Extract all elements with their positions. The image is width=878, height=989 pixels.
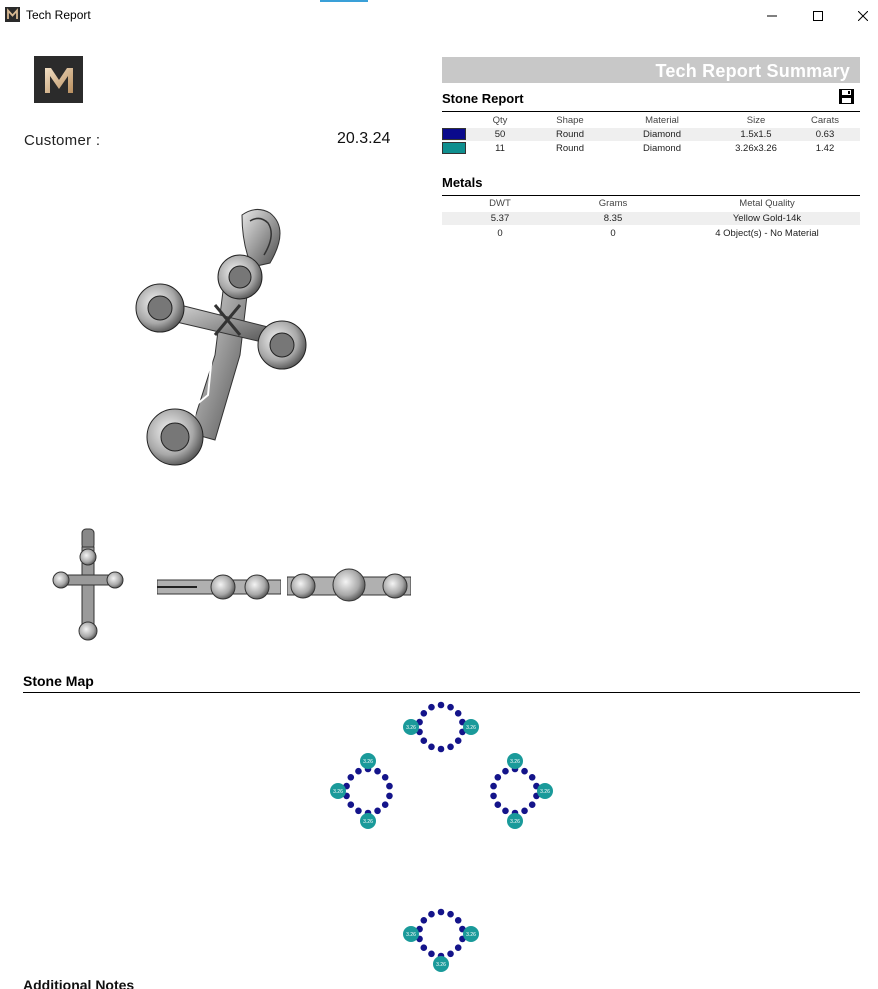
stone-report-table — [442, 114, 860, 158]
small-stone-marker — [447, 744, 454, 751]
summary-header — [442, 57, 860, 83]
small-stone-marker — [428, 911, 435, 918]
stone-report-header-row — [442, 114, 860, 127]
stone-carats: 0.63 — [815, 129, 835, 140]
small-stone-marker — [438, 909, 445, 916]
small-stone-marker — [382, 774, 389, 781]
large-stone-label: 3.26 — [406, 725, 416, 731]
small-stone-marker — [447, 911, 454, 918]
thumbnail-side-view — [157, 570, 281, 604]
stone-size: 1.5x1.5 — [740, 129, 772, 140]
window-title: Tech Report — [26, 8, 91, 22]
stone-carats: 1.42 — [815, 143, 835, 154]
small-stone-marker — [420, 737, 427, 744]
metals-rule — [442, 195, 860, 196]
customer-value: 20.3.24 — [337, 130, 391, 147]
column-header-metal-quality: Metal Quality — [739, 198, 795, 209]
large-stone-label: 3.26 — [510, 759, 520, 765]
large-stone-label: 3.26 — [510, 819, 520, 825]
small-stone-marker — [386, 793, 393, 800]
metal-quality: 4 Object(s) - No Material — [715, 228, 819, 239]
small-stone-marker — [355, 808, 362, 815]
stone-color-swatch — [442, 142, 466, 154]
close-button[interactable] — [840, 0, 878, 31]
metal-quality: Yellow Gold-14k — [732, 213, 802, 224]
stone-map-diagram — [280, 696, 600, 976]
stone-shape: Round — [556, 143, 584, 154]
small-stone-marker — [529, 801, 536, 808]
large-stone-label: 3.26 — [406, 932, 416, 938]
stone-shape: Round — [556, 129, 584, 140]
small-stone-marker — [502, 768, 509, 775]
small-stone-marker — [502, 808, 509, 815]
small-stone-marker — [490, 793, 497, 800]
column-header-shape: Shape — [556, 115, 584, 126]
column-header-size: Size — [746, 115, 766, 126]
small-stone-marker — [428, 744, 435, 751]
small-stone-marker — [455, 944, 462, 951]
small-stone-marker — [455, 710, 462, 717]
small-stone-marker — [447, 951, 454, 958]
table-row — [442, 128, 860, 141]
additional-notes-title: Additional Notes — [23, 977, 135, 989]
large-stone-label: 3.26 — [436, 962, 446, 968]
stone-material: Diamond — [642, 129, 682, 140]
small-stone-marker — [347, 774, 354, 781]
small-stone-marker — [494, 774, 501, 781]
small-stone-marker — [386, 783, 393, 790]
small-stone-marker — [438, 702, 445, 709]
close-icon — [858, 11, 868, 21]
small-stone-marker — [420, 917, 427, 924]
large-stone-label: 3.26 — [363, 759, 373, 765]
small-stone-marker — [490, 783, 497, 790]
app-icon — [5, 7, 20, 22]
maximize-button[interactable] — [795, 0, 841, 31]
small-stone-marker — [521, 768, 528, 775]
stone-report-title: Stone Report — [442, 91, 524, 106]
thumbnail-top-view — [287, 565, 411, 605]
large-stone-label: 3.26 — [466, 725, 476, 731]
small-stone-marker — [420, 710, 427, 717]
save-icon[interactable] — [838, 88, 855, 105]
minimize-icon — [767, 11, 777, 21]
stone-map-title: Stone Map — [23, 673, 94, 689]
small-stone-marker — [428, 951, 435, 958]
large-stone-label: 3.26 — [466, 932, 476, 938]
small-stone-marker — [355, 768, 362, 775]
small-stone-marker — [438, 746, 445, 753]
stone-size: 3.26x3.26 — [735, 143, 777, 154]
small-stone-marker — [455, 737, 462, 744]
stone-report-rule — [442, 111, 860, 112]
pendant-render-image — [130, 205, 315, 475]
stone-map-rule — [23, 692, 860, 693]
small-stone-marker — [447, 704, 454, 711]
stone-material: Diamond — [642, 143, 682, 154]
small-stone-marker — [347, 801, 354, 808]
metals-title: Metals — [442, 175, 483, 190]
table-row — [442, 212, 860, 225]
small-stone-marker — [382, 801, 389, 808]
metal-dwt: 5.37 — [490, 213, 510, 224]
titlebar-accent — [320, 0, 368, 2]
small-stone-marker — [374, 808, 381, 815]
minimize-button[interactable] — [749, 0, 795, 31]
column-header-carats: Carats — [811, 115, 839, 126]
column-header-grams: Grams — [598, 198, 628, 209]
metal-dwt: 0 — [497, 228, 503, 239]
column-header-dwt: DWT — [489, 198, 511, 209]
small-stone-marker — [420, 944, 427, 951]
company-logo — [34, 56, 83, 103]
small-stone-marker — [494, 801, 501, 808]
thumbnail-front-view — [52, 527, 124, 643]
small-stone-marker — [521, 808, 528, 815]
logo-m-icon — [42, 65, 76, 95]
table-row — [442, 227, 860, 240]
small-stone-marker — [374, 768, 381, 775]
large-stone-label: 3.26 — [363, 819, 373, 825]
small-stone-marker — [428, 704, 435, 711]
stone-color-swatch — [442, 128, 466, 140]
stone-qty: 11 — [495, 143, 505, 154]
metal-grams: 8.35 — [603, 213, 623, 224]
maximize-icon — [813, 11, 823, 21]
large-stone-label: 3.26 — [540, 789, 550, 795]
window-titlebar — [0, 0, 878, 31]
metals-table — [442, 197, 860, 241]
metal-grams: 0 — [610, 228, 616, 239]
customer-label: Customer : — [24, 132, 101, 149]
metals-header-row — [442, 197, 860, 210]
table-row — [442, 142, 860, 155]
column-header-material: Material — [645, 115, 679, 126]
stone-qty: 50 — [494, 129, 506, 140]
summary-title: Tech Report Summary — [655, 61, 850, 81]
large-stone-label: 3.26 — [333, 789, 343, 795]
column-header-qty: Qty — [492, 115, 508, 126]
small-stone-marker — [529, 774, 536, 781]
small-stone-marker — [455, 917, 462, 924]
